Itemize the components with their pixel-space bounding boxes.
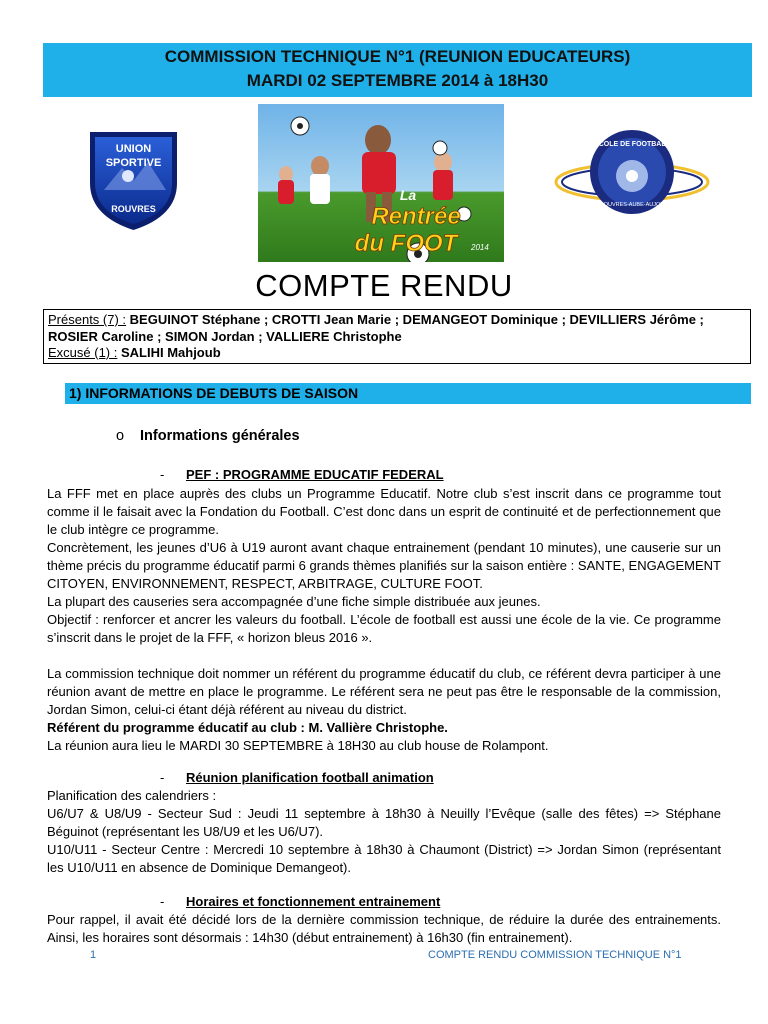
- attendance-box: [43, 309, 751, 364]
- reunion-paragraph-3: U10/U11 - Secteur Centre : Mercredi 10 septembre à 18h30 à Chaumont (District) => Jordan Simon (représentant les U10/U11 en absence de Dominique Demangeot).: [47, 842, 721, 875]
- pef-paragraph-3: La plupart des causeries sera accompagnée d’une fiche simple distribuée aux jeunes.: [47, 594, 541, 609]
- dash-bullet: -: [160, 894, 165, 909]
- reunion-heading: [160, 769, 434, 786]
- horaires-paragraph-1: Pour rappel, il avait été décidé lors de la dernière commission technique, de réduire la durée des entrainements. Ainsi, les horaires sont désormais : 14h30 (début entrainement) à 16h30 (fin entrainement).: [47, 912, 721, 945]
- svg-text:SPORTIVE: SPORTIVE: [105, 157, 162, 169]
- svg-text:ÉCOLE DE FOOTBALL: ÉCOLE DE FOOTBALL: [594, 141, 670, 148]
- union-sportive-logo: [86, 128, 181, 233]
- svg-text:La: La: [399, 187, 417, 203]
- spacer: [47, 647, 721, 665]
- reunion-heading-label: Réunion planification football animation: [186, 770, 434, 785]
- document-title: COMPTE RENDU: [255, 268, 513, 303]
- svg-text:ROUVRES: ROUVRES: [111, 204, 156, 214]
- reunion-paragraph-1: Planification des calendriers :: [47, 788, 217, 803]
- ecole-de-football-logo: [552, 124, 712, 222]
- pef-paragraph-1: La FFF met en place auprès des clubs un Programme Educatif. Notre club s’est inscrit dans ce programme tout comme il le faisait avec la Fondation du Football. C’est donc dans un esprit de continuité et de perfectionnement que le club intègre ce programme.: [47, 486, 721, 537]
- pef-heading-label: PEF : PROGRAMME EDUCATIF FEDERAL: [186, 467, 444, 482]
- header-line-1: COMMISSION TECHNIQUE N°1 (REUNION EDUCATEURS): [164, 47, 631, 66]
- circle-bullet-icon: o: [116, 428, 125, 444]
- excuse-names: SALIHI Mahjoub: [117, 345, 221, 360]
- pef-meeting: La réunion aura lieu le MARDI 30 SEPTEMBRE à 18H30 au club house de Rolampont.: [47, 738, 549, 753]
- header-line-2: MARDI 02 SEPTEMBRE 2014 à 18H30: [246, 71, 549, 90]
- page-number: 1: [90, 949, 97, 961]
- subsection-title: Informations générales: [140, 428, 300, 444]
- svg-text:UNION: UNION: [115, 143, 152, 155]
- pef-paragraph-2: Concrètement, les jeunes d’U6 à U19 auront avant chaque entrainement (pendant 10 minutes), une causerie sur un thème précis du programme éducatif parmi 6 grands thèmes planifiés sur la saison entière : SANTE, ENGAGEMENT CITOYEN, ENVIRONNEMENT, RESPECT, ARBITRAGE, CULTURE FOOT.: [47, 540, 721, 591]
- present-label: Présents (7) :: [48, 312, 127, 327]
- svg-text:Rentrée: Rentrée: [371, 203, 461, 230]
- pef-paragraph-4: Objectif : renforcer et ancrer les valeurs du football. L’école de football est aussi une école de la vie. Ce programme s’inscrit dans le projet de la FFF, « horizon bleus 2016 ».: [47, 612, 721, 645]
- excuse-label: Excusé (1) :: [48, 345, 118, 360]
- pef-paragraph-5: La commission technique doit nommer un référent du programme éducatif du club, ce référent devra participer à une réunion avant de mettre en place le programme. Le référent sera ne peut pas être le responsable de la commission, Jordan Simon, celui-ci étant déjà référent au niveau du district.: [47, 666, 721, 717]
- svg-text:du FOOT: du FOOT: [354, 230, 458, 257]
- header-banner: [43, 43, 752, 97]
- pef-heading: [160, 466, 444, 483]
- horaires-heading-label: Horaires et fonctionnement entrainement: [186, 894, 441, 909]
- dash-bullet: -: [160, 467, 165, 482]
- reunion-paragraph-2: U6/U7 & U8/U9 - Secteur Sud : Jeudi 11 septembre à 18h30 à Neuilly l’Evêque (salle des fêtes) => Stéphane Béguinot (représentant les U8/U9 et les U6/U7).: [47, 806, 721, 839]
- pef-referent: Référent du programme éducatif au club : M. Vallière Christophe.: [47, 720, 448, 735]
- horaires-body: [47, 911, 721, 947]
- subsection-heading: [116, 426, 300, 446]
- horaires-heading: [160, 893, 440, 910]
- svg-text:ROUVRES-AUBE-AUJON: ROUVRES-AUBE-AUJON: [599, 202, 665, 208]
- section-heading: 1) INFORMATIONS DE DEBUTS DE SAISON: [65, 383, 751, 404]
- rentree-du-foot-image: [258, 104, 504, 262]
- pef-body: [47, 485, 721, 755]
- svg-text:2014: 2014: [471, 243, 489, 252]
- present-names-line-2: ROSIER Caroline ; SIMON Jordan ; VALLIERE Christophe: [48, 328, 402, 344]
- footer-title: COMPTE RENDU COMMISSION TECHNIQUE N°1: [428, 949, 682, 961]
- present-names-line-1: BEGUINOT Stéphane ; CROTTI Jean Marie ; DEMANGEOT Dominique ; DEVILLIERS Jérôme ;: [126, 312, 704, 327]
- reunion-body: [47, 787, 721, 877]
- dash-bullet: -: [160, 770, 165, 785]
